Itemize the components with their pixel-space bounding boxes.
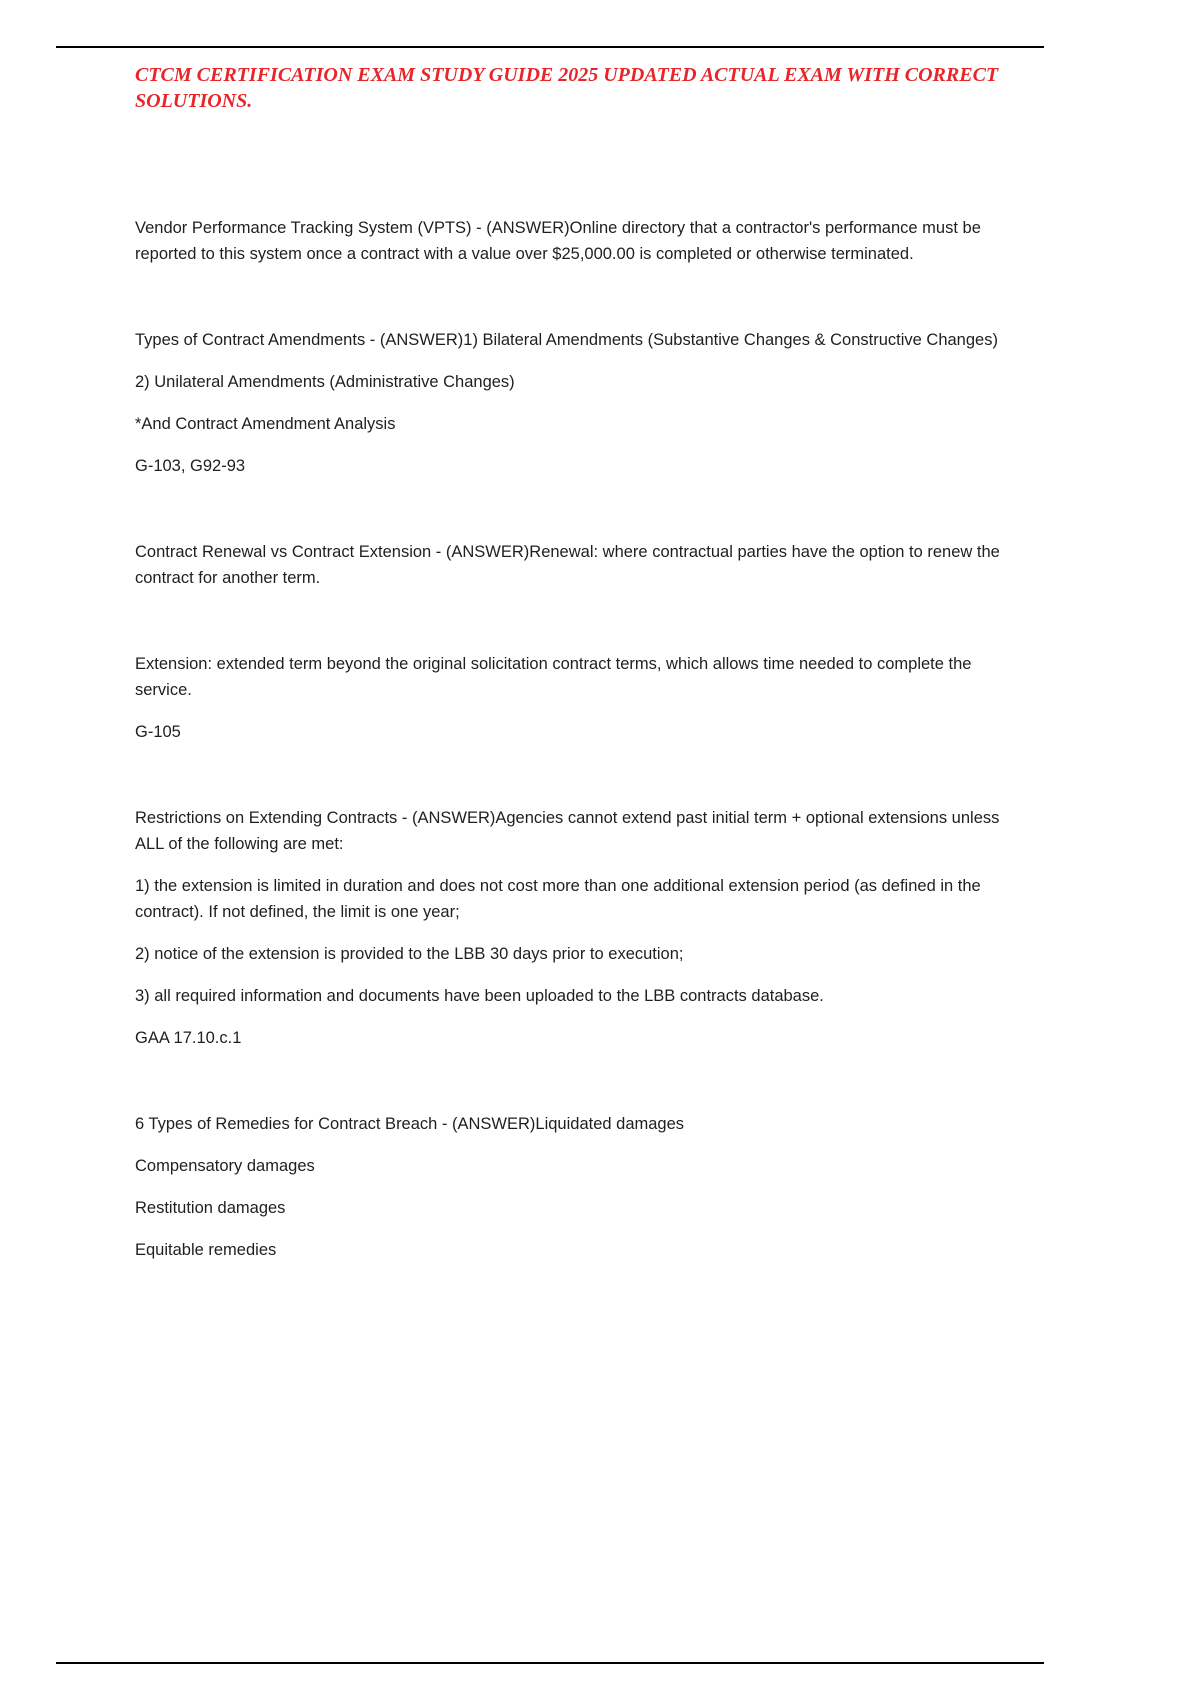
paragraph: Types of Contract Amendments - (ANSWER)1) Bilateral Amendments (Substantive Changes & Constructive Changes) [135,331,998,349]
paragraph: G-105 [135,723,181,741]
bottom-rule [56,1662,1044,1664]
qa-section-extending-restrictions [135,805,1007,1051]
qa-section-renewal-vs-extension [135,539,1007,591]
paragraph: 1) the extension is limited in duration and does not cost more than one additional extension period (as defined in the contract). If not defined, the limit is one year; [135,877,981,921]
paragraph: Contract Renewal vs Contract Extension - (ANSWER)Renewal: where contractual parties have the option to renew the contract for another term. [135,543,1000,587]
paragraph: GAA 17.10.c.1 [135,1029,242,1047]
paragraph: Extension: extended term beyond the original solicitation contract terms, which allows time needed to complete the service. [135,655,972,699]
paragraph: 2) notice of the extension is provided to the LBB 30 days prior to execution; [135,945,684,963]
paragraph: G-103, G92-93 [135,457,246,475]
qa-section-breach-remedies [135,1111,1007,1263]
paragraph: Restitution damages [135,1199,286,1217]
paragraph: 2) Unilateral Amendments (Administrative Changes) [135,373,515,391]
paragraph: Restrictions on Extending Contracts - (ANSWER)Agencies cannot extend past initial term + optional extensions unless ALL of the following are met: [135,809,1000,853]
paragraph: Equitable remedies [135,1241,277,1259]
paragraph: Vendor Performance Tracking System (VPTS) - (ANSWER)Online directory that a contractor's performance must be reported to this system once a contract with a value over $25,000.00 is completed or otherwise terminated. [135,219,981,263]
paragraph: *And Contract Amendment Analysis [135,415,396,433]
document-content [135,62,1007,1263]
qa-section-extension [135,651,1007,745]
qa-section-vpts [135,215,1007,267]
document-title: CTCM CERTIFICATION EXAM STUDY GUIDE 2025 UPDATED ACTUAL EXAM WITH CORRECT SOLUTIONS. [135,64,999,112]
qa-section-amendments [135,327,1007,479]
paragraph: Compensatory damages [135,1157,315,1175]
top-rule [56,46,1044,48]
paragraph: 6 Types of Remedies for Contract Breach - (ANSWER)Liquidated damages [135,1115,685,1133]
paragraph: 3) all required information and documents have been uploaded to the LBB contracts database. [135,987,824,1005]
